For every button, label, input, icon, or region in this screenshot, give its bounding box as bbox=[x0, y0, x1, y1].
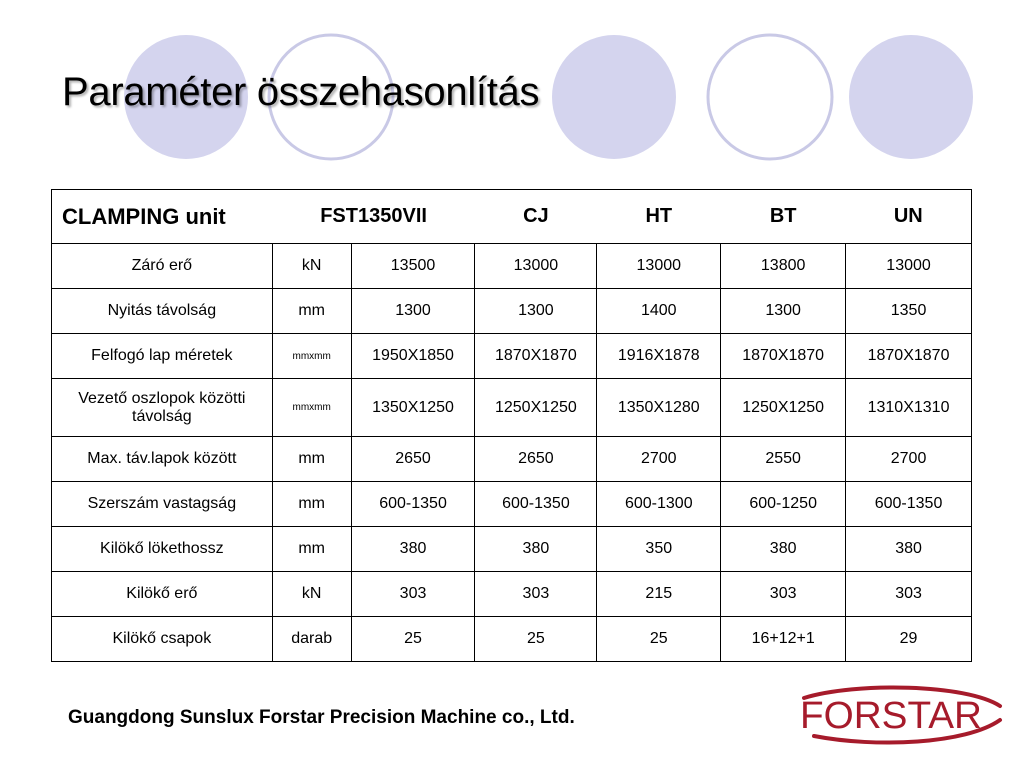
logo-text: FORSTAR bbox=[800, 695, 982, 737]
row-unit: kN bbox=[272, 244, 351, 289]
row-value: 303 bbox=[475, 572, 597, 617]
circle-4 bbox=[708, 35, 832, 159]
row-value: 1350X1250 bbox=[351, 379, 475, 437]
table-row bbox=[52, 244, 972, 289]
circle-5 bbox=[849, 35, 973, 159]
row-value: 2700 bbox=[846, 437, 972, 482]
row-label: Max. táv.lapok között bbox=[52, 437, 273, 482]
comparison-table bbox=[51, 189, 972, 662]
row-value: 1310X1310 bbox=[846, 379, 972, 437]
table-header-row bbox=[52, 190, 972, 244]
row-value: 1870X1870 bbox=[475, 334, 597, 379]
row-value: 2650 bbox=[351, 437, 475, 482]
row-value: 2700 bbox=[597, 437, 721, 482]
row-value: 2550 bbox=[721, 437, 846, 482]
row-value: 1916X1878 bbox=[597, 334, 721, 379]
header-fst1350vii: FST1350VII bbox=[272, 190, 475, 244]
row-unit: mmxmm bbox=[272, 334, 351, 379]
row-value: 16+12+1 bbox=[721, 617, 846, 662]
row-value: 600-1250 bbox=[721, 482, 846, 527]
row-value: 1350 bbox=[846, 289, 972, 334]
row-value: 1250X1250 bbox=[721, 379, 846, 437]
header-un: UN bbox=[846, 190, 972, 244]
row-value: 25 bbox=[351, 617, 475, 662]
page-title: Paraméter összehasonlítás bbox=[62, 70, 540, 114]
row-label: Szerszám vastagság bbox=[52, 482, 273, 527]
row-value: 13000 bbox=[846, 244, 972, 289]
company-name: Guangdong Sunslux Forstar Precision Machine co., Ltd. bbox=[68, 707, 575, 728]
table-row bbox=[52, 617, 972, 662]
table-row bbox=[52, 572, 972, 617]
row-value: 29 bbox=[846, 617, 972, 662]
header-ht: HT bbox=[597, 190, 721, 244]
row-value: 600-1350 bbox=[846, 482, 972, 527]
row-value: 350 bbox=[597, 527, 721, 572]
row-unit: mm bbox=[272, 437, 351, 482]
row-value: 380 bbox=[351, 527, 475, 572]
table-row bbox=[52, 482, 972, 527]
row-label: Záró erő bbox=[52, 244, 273, 289]
row-value: 380 bbox=[846, 527, 972, 572]
row-value: 1300 bbox=[475, 289, 597, 334]
row-value: 1300 bbox=[721, 289, 846, 334]
row-value: 25 bbox=[475, 617, 597, 662]
row-value: 1350X1280 bbox=[597, 379, 721, 437]
table-body bbox=[52, 244, 972, 662]
row-value: 380 bbox=[475, 527, 597, 572]
header-cj: CJ bbox=[475, 190, 597, 244]
row-label: Kilökő lökethossz bbox=[52, 527, 273, 572]
row-value: 600-1350 bbox=[351, 482, 475, 527]
row-value: 25 bbox=[597, 617, 721, 662]
row-unit: kN bbox=[272, 572, 351, 617]
row-label: Felfogó lap méretek bbox=[52, 334, 273, 379]
row-value: 215 bbox=[597, 572, 721, 617]
row-value: 1300 bbox=[351, 289, 475, 334]
circle-3 bbox=[552, 35, 676, 159]
table-row bbox=[52, 289, 972, 334]
row-value: 1870X1870 bbox=[721, 334, 846, 379]
row-label: Kilökő csapok bbox=[52, 617, 273, 662]
header-clamping-unit: CLAMPING unit bbox=[52, 190, 273, 244]
row-unit: mm bbox=[272, 289, 351, 334]
row-value: 380 bbox=[721, 527, 846, 572]
row-value: 1250X1250 bbox=[475, 379, 597, 437]
row-value: 2650 bbox=[475, 437, 597, 482]
row-value: 13800 bbox=[721, 244, 846, 289]
table-row bbox=[52, 527, 972, 572]
forstar-logo bbox=[796, 684, 1010, 746]
row-unit: mmxmm bbox=[272, 379, 351, 437]
row-label: Kilökő erő bbox=[52, 572, 273, 617]
table-row bbox=[52, 379, 972, 437]
table-row bbox=[52, 437, 972, 482]
row-unit: mm bbox=[272, 482, 351, 527]
row-value: 600-1300 bbox=[597, 482, 721, 527]
row-value: 1400 bbox=[597, 289, 721, 334]
row-value: 13500 bbox=[351, 244, 475, 289]
row-value: 13000 bbox=[475, 244, 597, 289]
row-unit: mm bbox=[272, 527, 351, 572]
table-row bbox=[52, 334, 972, 379]
row-value: 1870X1870 bbox=[846, 334, 972, 379]
row-value: 303 bbox=[351, 572, 475, 617]
row-label: Nyitás távolság bbox=[52, 289, 273, 334]
row-unit: darab bbox=[272, 617, 351, 662]
row-value: 303 bbox=[846, 572, 972, 617]
row-value: 1950X1850 bbox=[351, 334, 475, 379]
row-value: 600-1350 bbox=[475, 482, 597, 527]
row-value: 303 bbox=[721, 572, 846, 617]
row-value: 13000 bbox=[597, 244, 721, 289]
row-label: Vezető oszlopok közötti távolság bbox=[52, 379, 273, 437]
header-bt: BT bbox=[721, 190, 846, 244]
